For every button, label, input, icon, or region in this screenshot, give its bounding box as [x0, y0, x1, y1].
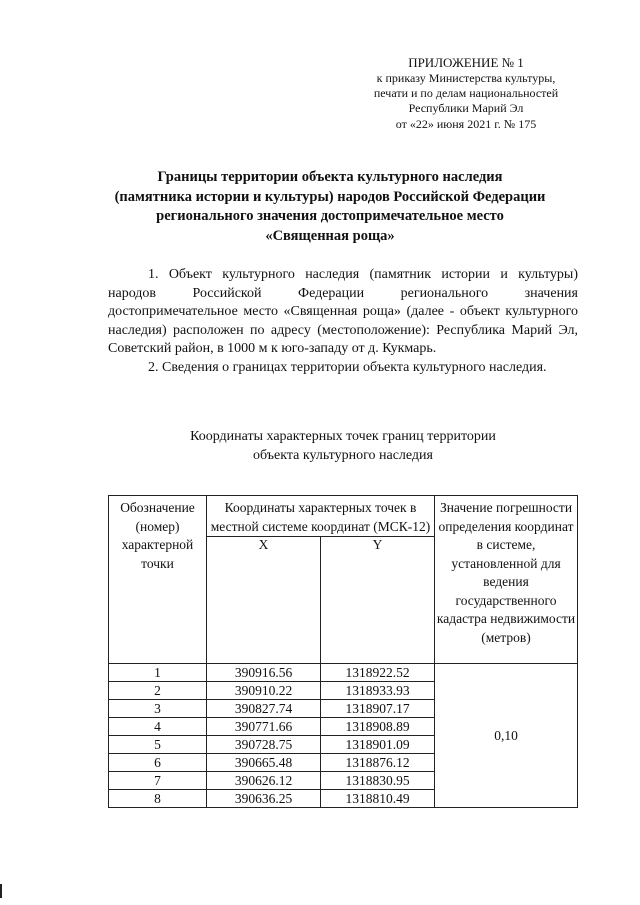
coord-y: 1318830.95 — [321, 772, 435, 790]
coord-y: 1318908.89 — [321, 718, 435, 736]
coord-x: 390910.22 — [207, 682, 321, 700]
coord-x: 390728.75 — [207, 736, 321, 754]
coord-y: 1318810.49 — [321, 790, 435, 808]
error-value: 0,10 — [435, 664, 578, 808]
title-line-1: Границы территории объекта культурного наследия — [157, 169, 503, 185]
appendix-date-line: от «22» июня 2021 г. № 175 — [395, 116, 537, 131]
coord-y: 1318901.09 — [321, 736, 435, 754]
point-number: 8 — [109, 790, 207, 808]
point-number: 7 — [109, 772, 207, 790]
caption-line-1: Координаты характерных точек границ территории — [190, 429, 496, 444]
document-title — [60, 168, 600, 246]
scan-edge-mark — [0, 884, 2, 898]
coord-y: 1318876.12 — [321, 754, 435, 772]
table-row — [109, 664, 578, 682]
title-line-4: «Священная роща» — [265, 227, 395, 244]
point-number: 5 — [109, 736, 207, 754]
header-x: X — [207, 537, 321, 664]
paragraph-location: 1. Объект культурного наследия (памятник истории и культуры) народов Российской Федерации регионального значения достопримечательное место «Священная роща» (далее - объект культурного наследия) расположен по адресу (местоположение): Республика Марий Эл, Советский район, в 1000 м к юго-западу от д. Кукмарь. — [108, 267, 578, 357]
appendix-header — [350, 54, 582, 132]
appendix-order-line: к приказу Министерства культуры, — [376, 71, 556, 85]
appendix-republic-line: Республики Марий Эл — [408, 101, 524, 116]
header-y: Y — [321, 537, 435, 664]
coord-x: 390626.12 — [207, 772, 321, 790]
paragraph-boundaries: 2. Сведения о границах территории объекта культурного наследия. — [148, 359, 547, 375]
point-number: 3 — [109, 700, 207, 718]
coordinates-table-body — [109, 664, 578, 808]
appendix-ministry-line: печати и по делам национальностей — [373, 86, 559, 101]
point-number: 1 — [109, 664, 207, 682]
point-number: 6 — [109, 754, 207, 772]
point-number: 2 — [109, 682, 207, 700]
title-line-3: регионального значения достопримечательное место — [156, 208, 504, 224]
coord-y: 1318907.17 — [321, 700, 435, 718]
appendix-number: ПРИЛОЖЕНИЕ № 1 — [408, 55, 524, 70]
header-error: Значение погрешности определения координат в системе, установленной для ведения государственного кадастра недвижимости (метров) — [435, 496, 578, 664]
coordinates-caption — [108, 428, 578, 465]
coordinates-table — [108, 495, 578, 808]
caption-line-2: объекта культурного наследия — [253, 447, 433, 463]
coord-x: 390771.66 — [207, 718, 321, 736]
header-coordinates: Координаты характерных точек в местной системе координат (МСК-12) — [207, 496, 435, 537]
point-number: 4 — [109, 718, 207, 736]
title-line-2: (памятника истории и культуры) народов Российской Федерации — [114, 188, 546, 205]
header-point-number: Обозначение (номер) характерной точки — [109, 496, 207, 664]
coord-x: 390827.74 — [207, 700, 321, 718]
document-body — [108, 266, 578, 378]
coord-x: 390636.25 — [207, 790, 321, 808]
coord-x: 390665.48 — [207, 754, 321, 772]
coord-x: 390916.56 — [207, 664, 321, 682]
coord-y: 1318933.93 — [321, 682, 435, 700]
coord-y: 1318922.52 — [321, 664, 435, 682]
